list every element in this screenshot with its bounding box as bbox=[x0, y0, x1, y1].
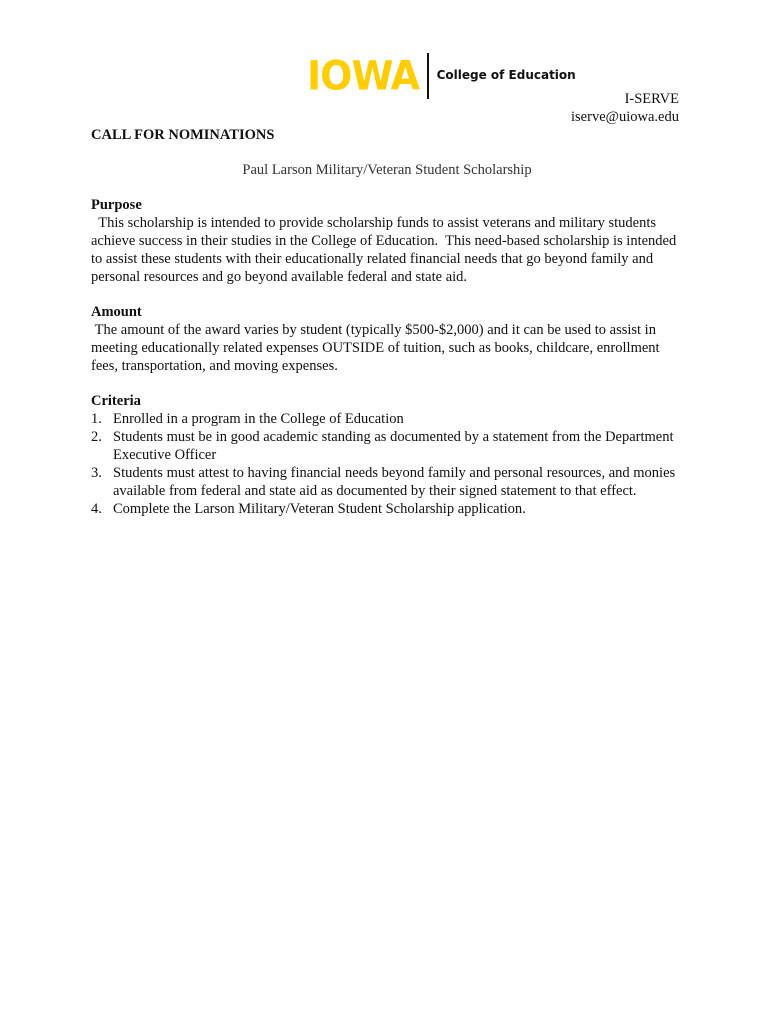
list-item bbox=[91, 428, 683, 464]
purpose-title: Purpose bbox=[91, 197, 142, 213]
criteria-title: Criteria bbox=[91, 393, 141, 409]
logo-unit-name: College of Education bbox=[436, 68, 576, 82]
list-item-number: 2. bbox=[91, 429, 102, 445]
criteria-section bbox=[91, 392, 683, 518]
scholarship-title: Paul Larson Military/Veteran Student Scholarship bbox=[242, 162, 532, 178]
contact-block bbox=[571, 90, 679, 126]
criteria-list bbox=[91, 410, 683, 518]
purpose-section bbox=[91, 196, 683, 286]
list-item-number: 4. bbox=[91, 501, 102, 517]
document-body bbox=[91, 126, 683, 518]
logo-wordmark: IOWA bbox=[307, 52, 420, 100]
amount-body: The amount of the award varies by student (typically $500-$2,000) and it can be used to assist in meeting educationally related expenses OUTSIDE of tuition, such as books, childcare, enrollment fees, transportation, and moving expenses. bbox=[91, 322, 664, 374]
logo-divider bbox=[427, 53, 429, 99]
list-item-number: 3. bbox=[91, 465, 102, 481]
list-item bbox=[91, 464, 683, 500]
amount-title: Amount bbox=[91, 304, 142, 320]
list-item-number: 1. bbox=[91, 411, 102, 427]
list-item-text: Students must attest to having financial needs beyond family and personal resources, and monies available from federal and state aid as documented by their signed statement to that effect. bbox=[113, 465, 676, 499]
list-item bbox=[91, 500, 683, 518]
contact-name: I-SERVE bbox=[624, 91, 679, 107]
call-heading: CALL FOR NOMINATIONS bbox=[91, 127, 275, 143]
list-item-text: Enrolled in a program in the College of Education bbox=[113, 411, 404, 427]
purpose-body: This scholarship is intended to provide scholarship funds to assist veterans and military students achieve success in their studies in the College of Education. This need-based scholarship is intended to assist these students with their educationally related financial needs that go beyond family and personal resources and go beyond available federal and state aid. bbox=[91, 215, 680, 285]
list-item bbox=[91, 410, 683, 428]
university-logo bbox=[307, 52, 576, 100]
contact-email: iserve@uiowa.edu bbox=[571, 109, 679, 125]
amount-section bbox=[91, 303, 683, 375]
list-item-text: Complete the Larson Military/Veteran Student Scholarship application. bbox=[113, 501, 526, 517]
list-item-text: Students must be in good academic standing as documented by a statement from the Department Executive Officer bbox=[113, 429, 674, 463]
